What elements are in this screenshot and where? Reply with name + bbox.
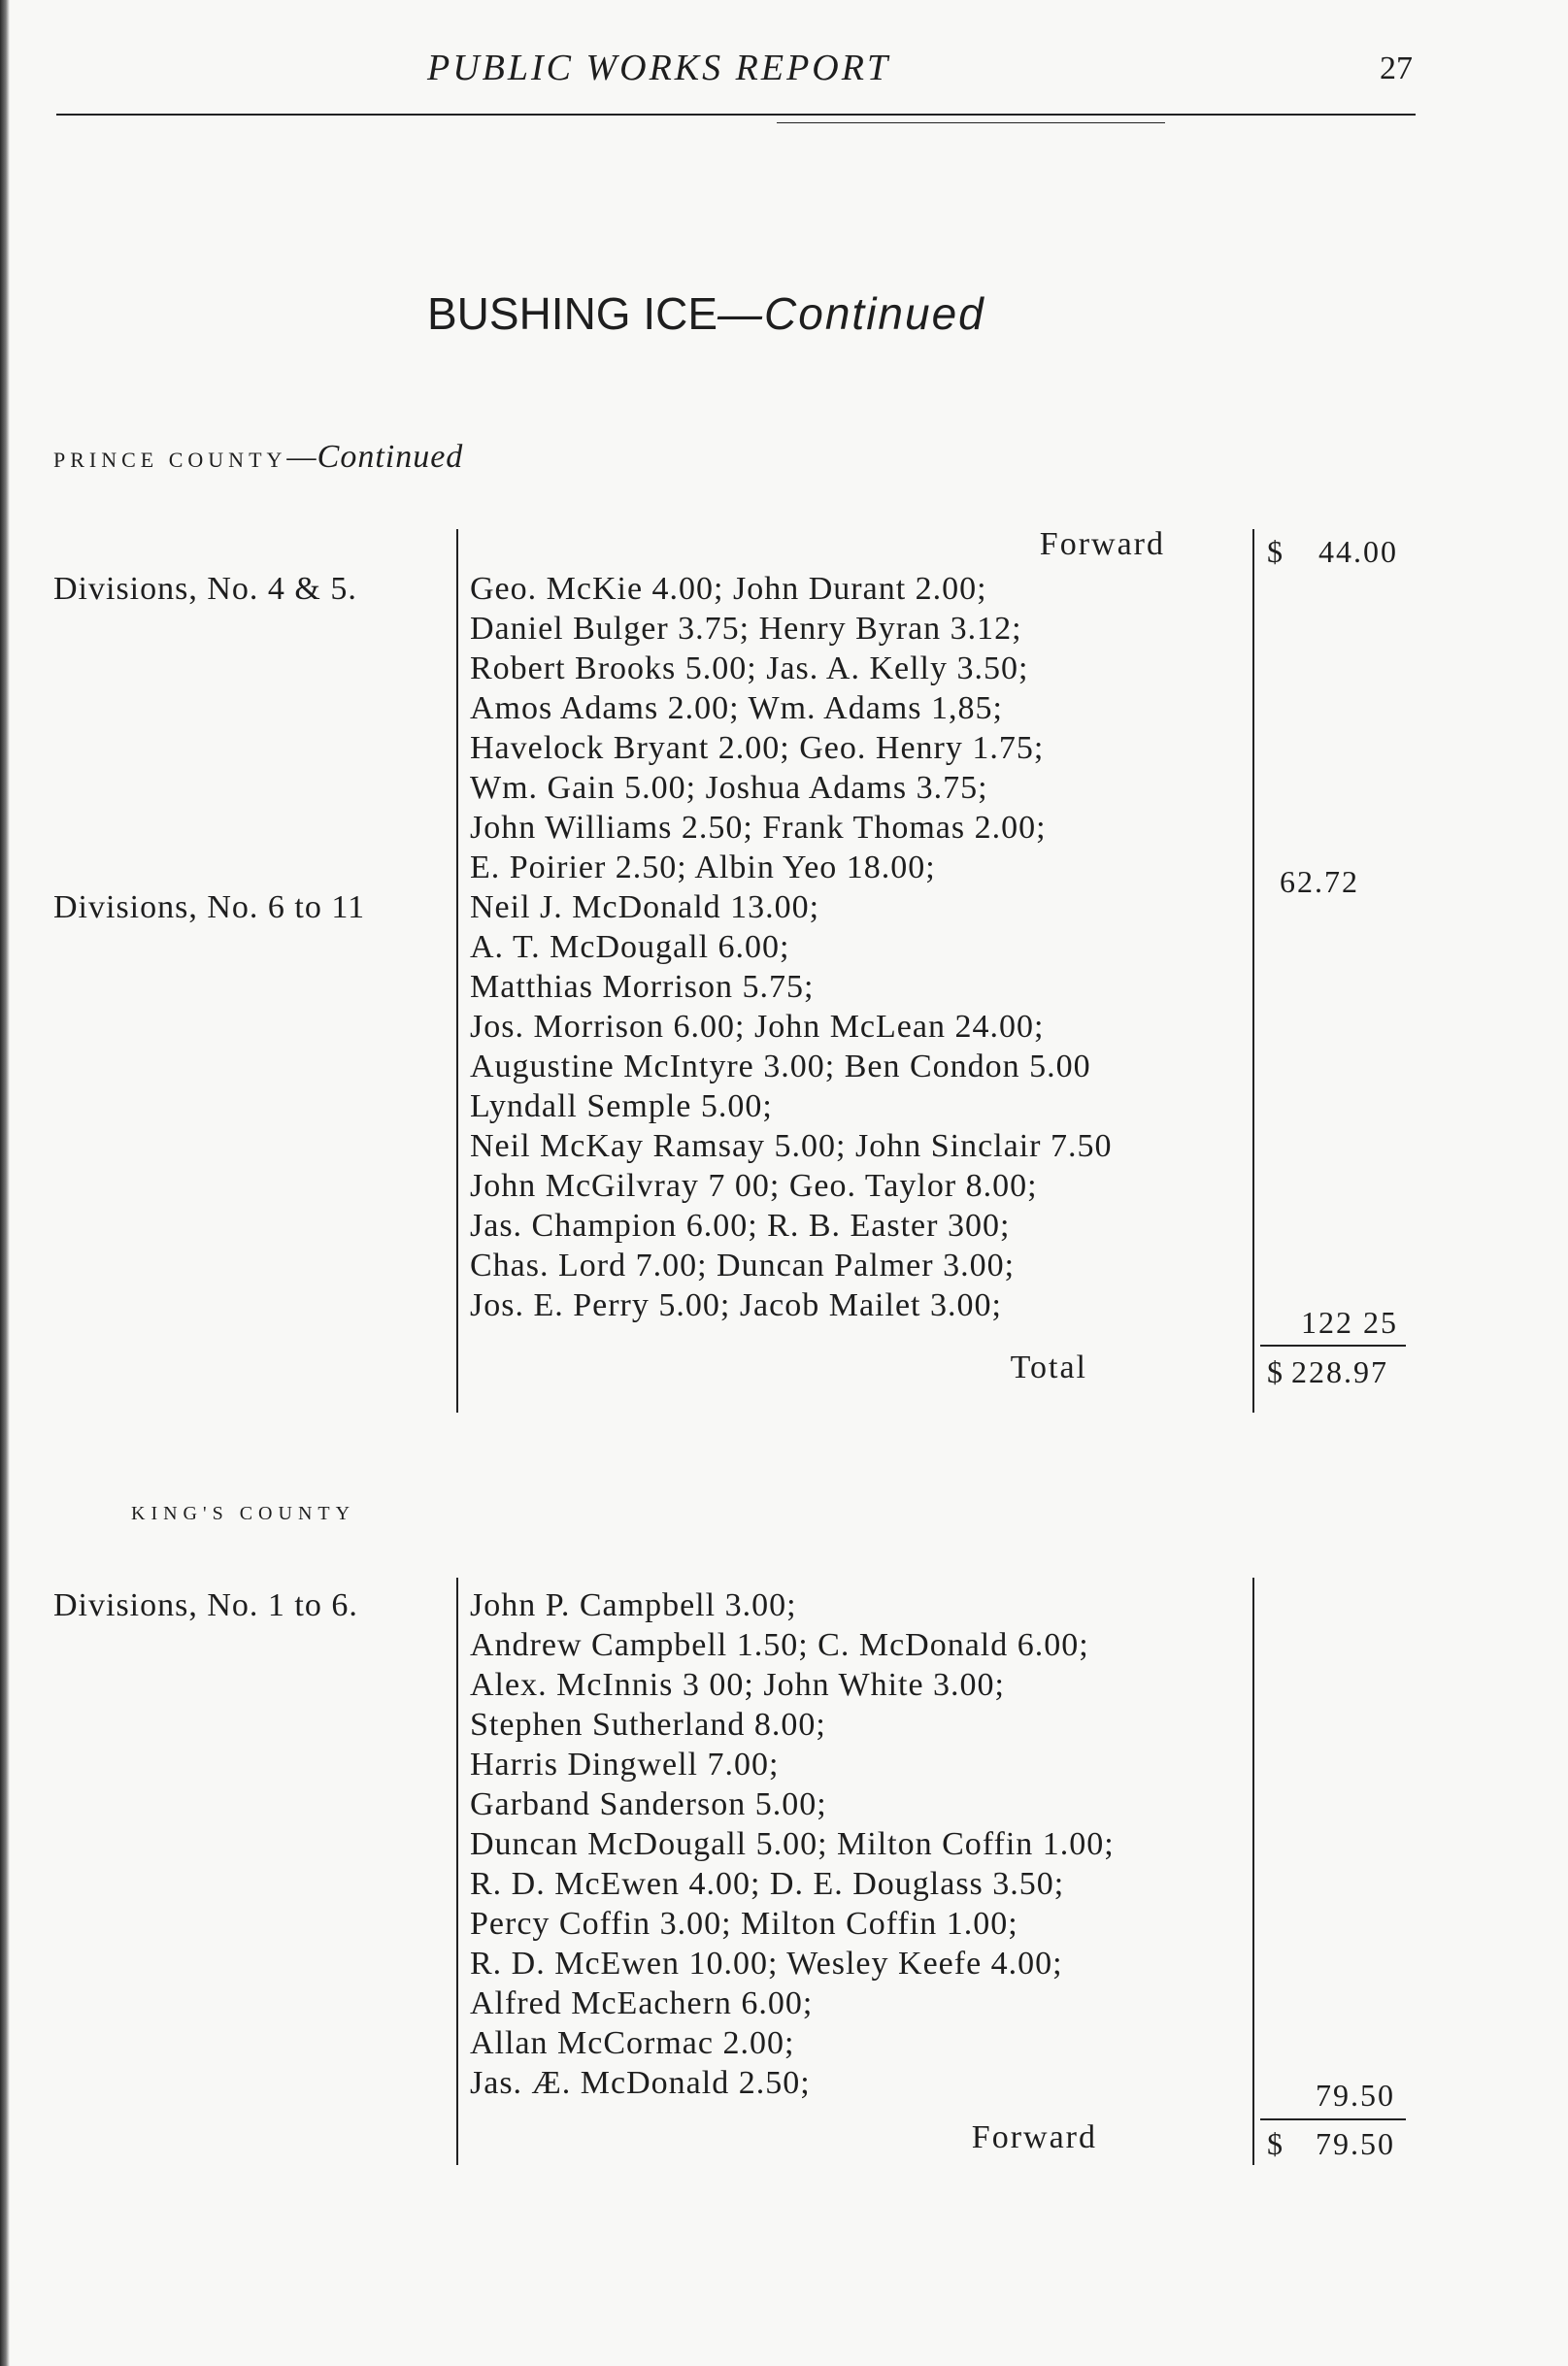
subtotal-rule <box>1260 1345 1406 1347</box>
prince-county-suffix: —Continued <box>286 439 464 475</box>
payee-line: Matthias Morrison 5.75; <box>470 969 815 1005</box>
forward-label: Forward <box>971 2119 1097 2155</box>
payee-line: Wm. Gain 5.00; Joshua Adams 3.75; <box>470 770 988 806</box>
division-label: Divisions, No. 4 & 5. <box>53 571 357 607</box>
payee-line: Andrew Campbell 1.50; C. McDonald 6.00; <box>470 1627 1089 1663</box>
payee-line: R. D. McEwen 10.00; Wesley Keefe 4.00; <box>470 1946 1063 1982</box>
payee-line: Neil McKay Ramsay 5.00; John Sinclair 7.50 <box>470 1128 1113 1164</box>
payee-line: Allan McCormac 2.00; <box>470 2025 795 2061</box>
payee-line: R. D. McEwen 4.00; D. E. Douglass 3.50; <box>470 1866 1065 1902</box>
table-divider-right <box>1252 529 1254 1413</box>
division-subtotal: 79.50 <box>1316 2078 1395 2113</box>
payee-line: Percy Coffin 3.00; Milton Coffin 1.00; <box>470 1906 1018 1942</box>
payee-line: Stephen Sutherland 8.00; <box>470 1707 826 1743</box>
payee-line: Geo. McKie 4.00; John Durant 2.00; <box>470 571 987 607</box>
payee-line: Chas. Lord 7.00; Duncan Palmer 3.00; <box>470 1248 1016 1283</box>
payee-line: John Williams 2.50; Frank Thomas 2.00; <box>470 810 1047 846</box>
payee-line: A. T. McDougall 6.00; <box>470 929 790 965</box>
total-label: Total <box>1010 1350 1087 1385</box>
kings-county-heading: KING'S COUNTY <box>131 1503 356 1524</box>
payee-line: John McGilvray 7 00; Geo. Taylor 8.00; <box>470 1168 1038 1204</box>
payee-line: Garband Sanderson 5.00; <box>470 1786 827 1822</box>
payee-line: Neil J. McDonald 13.00; <box>470 889 820 925</box>
table-divider-left <box>456 529 458 1413</box>
table-divider-left <box>456 1578 458 2165</box>
payee-line: Harris Dingwell 7.00; <box>470 1747 780 1783</box>
payee-line: Augustine McIntyre 3.00; Ben Condon 5.00 <box>470 1049 1091 1084</box>
division-subtotal: 122 25 <box>1301 1305 1398 1340</box>
payee-line: Robert Brooks 5.00; Jas. A. Kelly 3.50; <box>470 650 1029 686</box>
total-dollar: $ <box>1267 1354 1284 1389</box>
payee-line: John P. Campbell 3.00; <box>470 1587 797 1623</box>
table-divider-right <box>1252 1578 1254 2165</box>
running-title: PUBLIC WORKS REPORT <box>427 48 891 88</box>
payee-line: Jos. E. Perry 5.00; Jacob Mailet 3.00; <box>470 1287 1002 1323</box>
payee-line: Alex. McInnis 3 00; John White 3.00; <box>470 1667 1005 1703</box>
payee-line: Jas. Champion 6.00; R. B. Easter 300; <box>470 1208 1011 1244</box>
payee-line: Duncan McDougall 5.00; Milton Coffin 1.00; <box>470 1826 1115 1862</box>
prince-county-label: PRINCE COUNTY <box>53 448 287 472</box>
prince-county-heading <box>53 439 463 476</box>
header-rule-secondary <box>777 122 1165 123</box>
payee-line: Daniel Bulger 3.75; Henry Byran 3.12; <box>470 611 1022 647</box>
forward-label: Forward <box>1039 526 1165 562</box>
forward-amount: 79.50 <box>1316 2126 1395 2161</box>
payee-line: Lyndall Semple 5.00; <box>470 1088 773 1124</box>
header-rule <box>56 114 1416 116</box>
division-label: Divisions, No. 6 to 11 <box>53 889 366 925</box>
section-title-suffix: —Continued <box>717 288 985 339</box>
section-title <box>427 287 985 340</box>
forward-dollar: $ <box>1267 2126 1284 2161</box>
payee-line: E. Poirier 2.50; Albin Yeo 18.00; <box>470 850 936 885</box>
division-subtotal: 62.72 <box>1280 864 1359 899</box>
total-amount: 228.97 <box>1291 1354 1388 1389</box>
payee-line: Havelock Bryant 2.00; Geo. Henry 1.75; <box>470 730 1045 766</box>
payee-line: Jas. Æ. McDonald 2.50; <box>470 2065 811 2101</box>
page-binding-edge <box>0 0 10 2366</box>
payee-line: Alfred McEachern 6.00; <box>470 1985 814 2021</box>
page-number: 27 <box>1380 50 1413 86</box>
payee-line: Amos Adams 2.00; Wm. Adams 1,85; <box>470 690 1003 726</box>
subtotal-rule <box>1260 2118 1406 2120</box>
section-title-main: BUSHING ICE <box>427 288 718 339</box>
division-label: Divisions, No. 1 to 6. <box>53 1587 358 1623</box>
forward-dollar: $ <box>1267 534 1284 569</box>
payee-line: Jos. Morrison 6.00; John McLean 24.00; <box>470 1009 1045 1045</box>
forward-amount: 44.00 <box>1318 534 1398 569</box>
